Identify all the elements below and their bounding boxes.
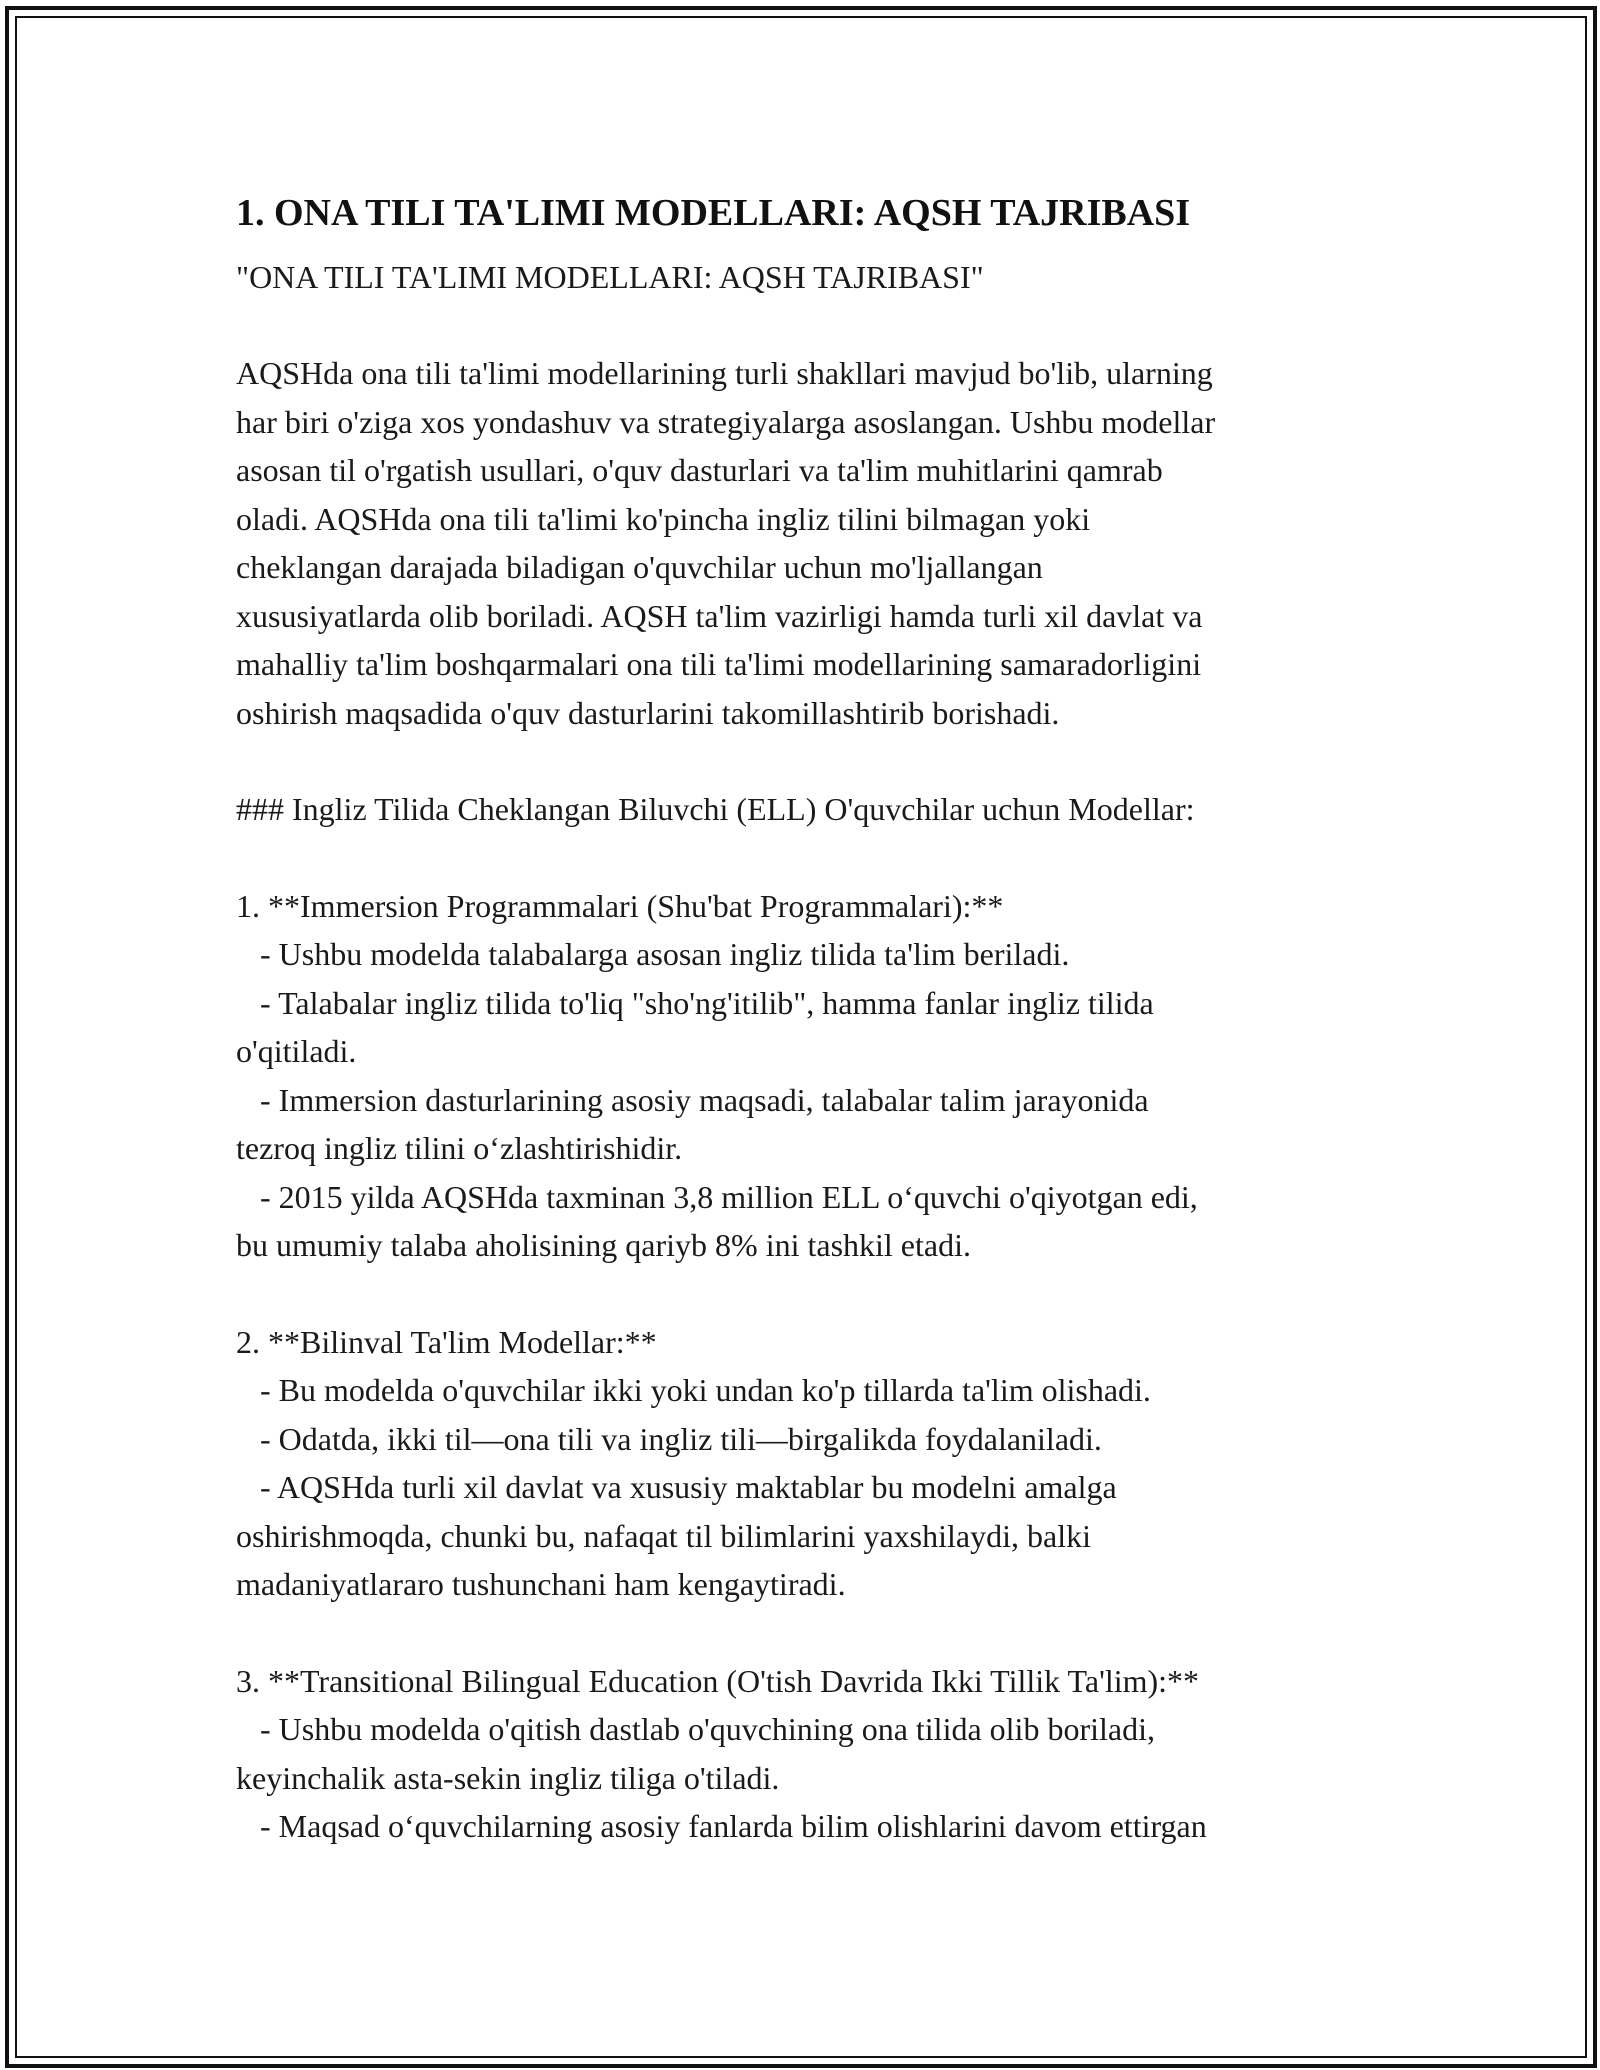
section-heading-block <box>236 785 1386 834</box>
document-subtitle: "ONA TILI TA'LIMI MODELLARI: AQSH TAJRIBASI" <box>236 259 984 295</box>
model-2-line: madaniyatlararo tushunchani ham kengaytiradi. <box>236 1566 846 1602</box>
model-1-line: tezroq ingliz tilini o‘zlashtirishidir. <box>236 1130 683 1166</box>
intro-line: oshirish maqsadida o'quv dasturlarini takomillashtirib borishadi. <box>236 694 1060 731</box>
model-1-line: o'qitiladi. <box>236 1033 357 1069</box>
model-2-line: - AQSHda turli xil davlat va xususiy maktablar bu modelni amalga <box>236 1469 1117 1505</box>
model-3-line: keyinchalik asta-sekin ingliz tiliga o'tiladi. <box>236 1759 780 1796</box>
model-1-line: - Ushbu modelda talabalarga asosan ingliz tilida ta'lim beriladi. <box>236 936 1070 972</box>
model-1-line: - Immersion dasturlarining asosiy maqsadi, talabalar talim jarayonida <box>236 1081 1149 1118</box>
model-1-heading: 1. **Immersion Programmalari (Shu'bat Programmalari):** <box>236 887 1004 924</box>
model-3-line: - Maqsad o‘quvchilarning asosiy fanlarda bilim olishlarini davom ettirgan <box>236 1808 1207 1844</box>
model-1-line: - Talabalar ingliz tilida to'liq "sho'ng'itilib", hamma fanlar ingliz tilida <box>236 984 1154 1021</box>
intro-line: asosan til o'rgatish usullari, o'quv dasturlari va ta'lim muhitlarini qamrab <box>236 452 1163 488</box>
intro-paragraph <box>236 349 1386 737</box>
model-3-heading: 3. **Transitional Bilingual Education (O'tish Davrida Ikki Tillik Ta'lim):** <box>236 1662 1200 1699</box>
model-2-heading: 2. **Bilinval Ta'lim Modellar:** <box>236 1323 657 1360</box>
model-2-block <box>236 1318 1386 1609</box>
model-2-line: - Odatda, ikki til—ona tili va ingliz tili—birgalikda foydalaniladi. <box>236 1420 1102 1457</box>
intro-line: cheklangan darajada biladigan o'quvchilar uchun mo'ljallangan <box>236 549 1043 585</box>
model-3-line: - Ushbu modelda o'qitish dastlab o'quvchining ona tilida olib boriladi, <box>236 1711 1155 1747</box>
document-body <box>236 185 1386 1851</box>
model-1-block <box>236 882 1386 1270</box>
intro-line: mahalliy ta'lim boshqarmalari ona tili ta'limi modellarining samaradorligini <box>236 646 1202 682</box>
model-1-line: bu umumiy talaba aholisining qariyb 8% ini tashkil etadi. <box>236 1227 971 1263</box>
intro-line: AQSHda ona tili ta'limi modellarining turli shakllari mavjud bo'lib, ularning <box>236 355 1213 391</box>
model-2-line: oshirishmoqda, chunki bu, nafaqat til bilimlarini yaxshilaydi, balki <box>236 1517 1091 1554</box>
model-3-block <box>236 1657 1386 1851</box>
section-heading: ### Ingliz Tilida Cheklangan Biluvchi (ELL) O'quvchilar uchun Modellar: <box>236 791 1195 827</box>
model-2-line: - Bu modelda o'quvchilar ikki yoki undan ko'p tillarda ta'lim olishadi. <box>236 1372 1151 1408</box>
intro-line: har biri o'ziga xos yondashuv va strategiyalarga asoslangan. Ushbu modellar <box>236 403 1216 440</box>
intro-line: oladi. AQSHda ona tili ta'limi ko'pincha ingliz tilini bilmagan yoki <box>236 500 1091 537</box>
intro-line: xususiyatlarda olib boriladi. AQSH ta'lim vazirligi hamda turli xil davlat va <box>236 597 1203 634</box>
document-title: 1. ONA TILI TA'LIMI MODELLARI: AQSH TAJRIBASI <box>236 192 1191 234</box>
model-1-line: - 2015 yilda AQSHda taxminan 3,8 million ELL o‘quvchi o'qiyotgan edi, <box>236 1178 1198 1215</box>
